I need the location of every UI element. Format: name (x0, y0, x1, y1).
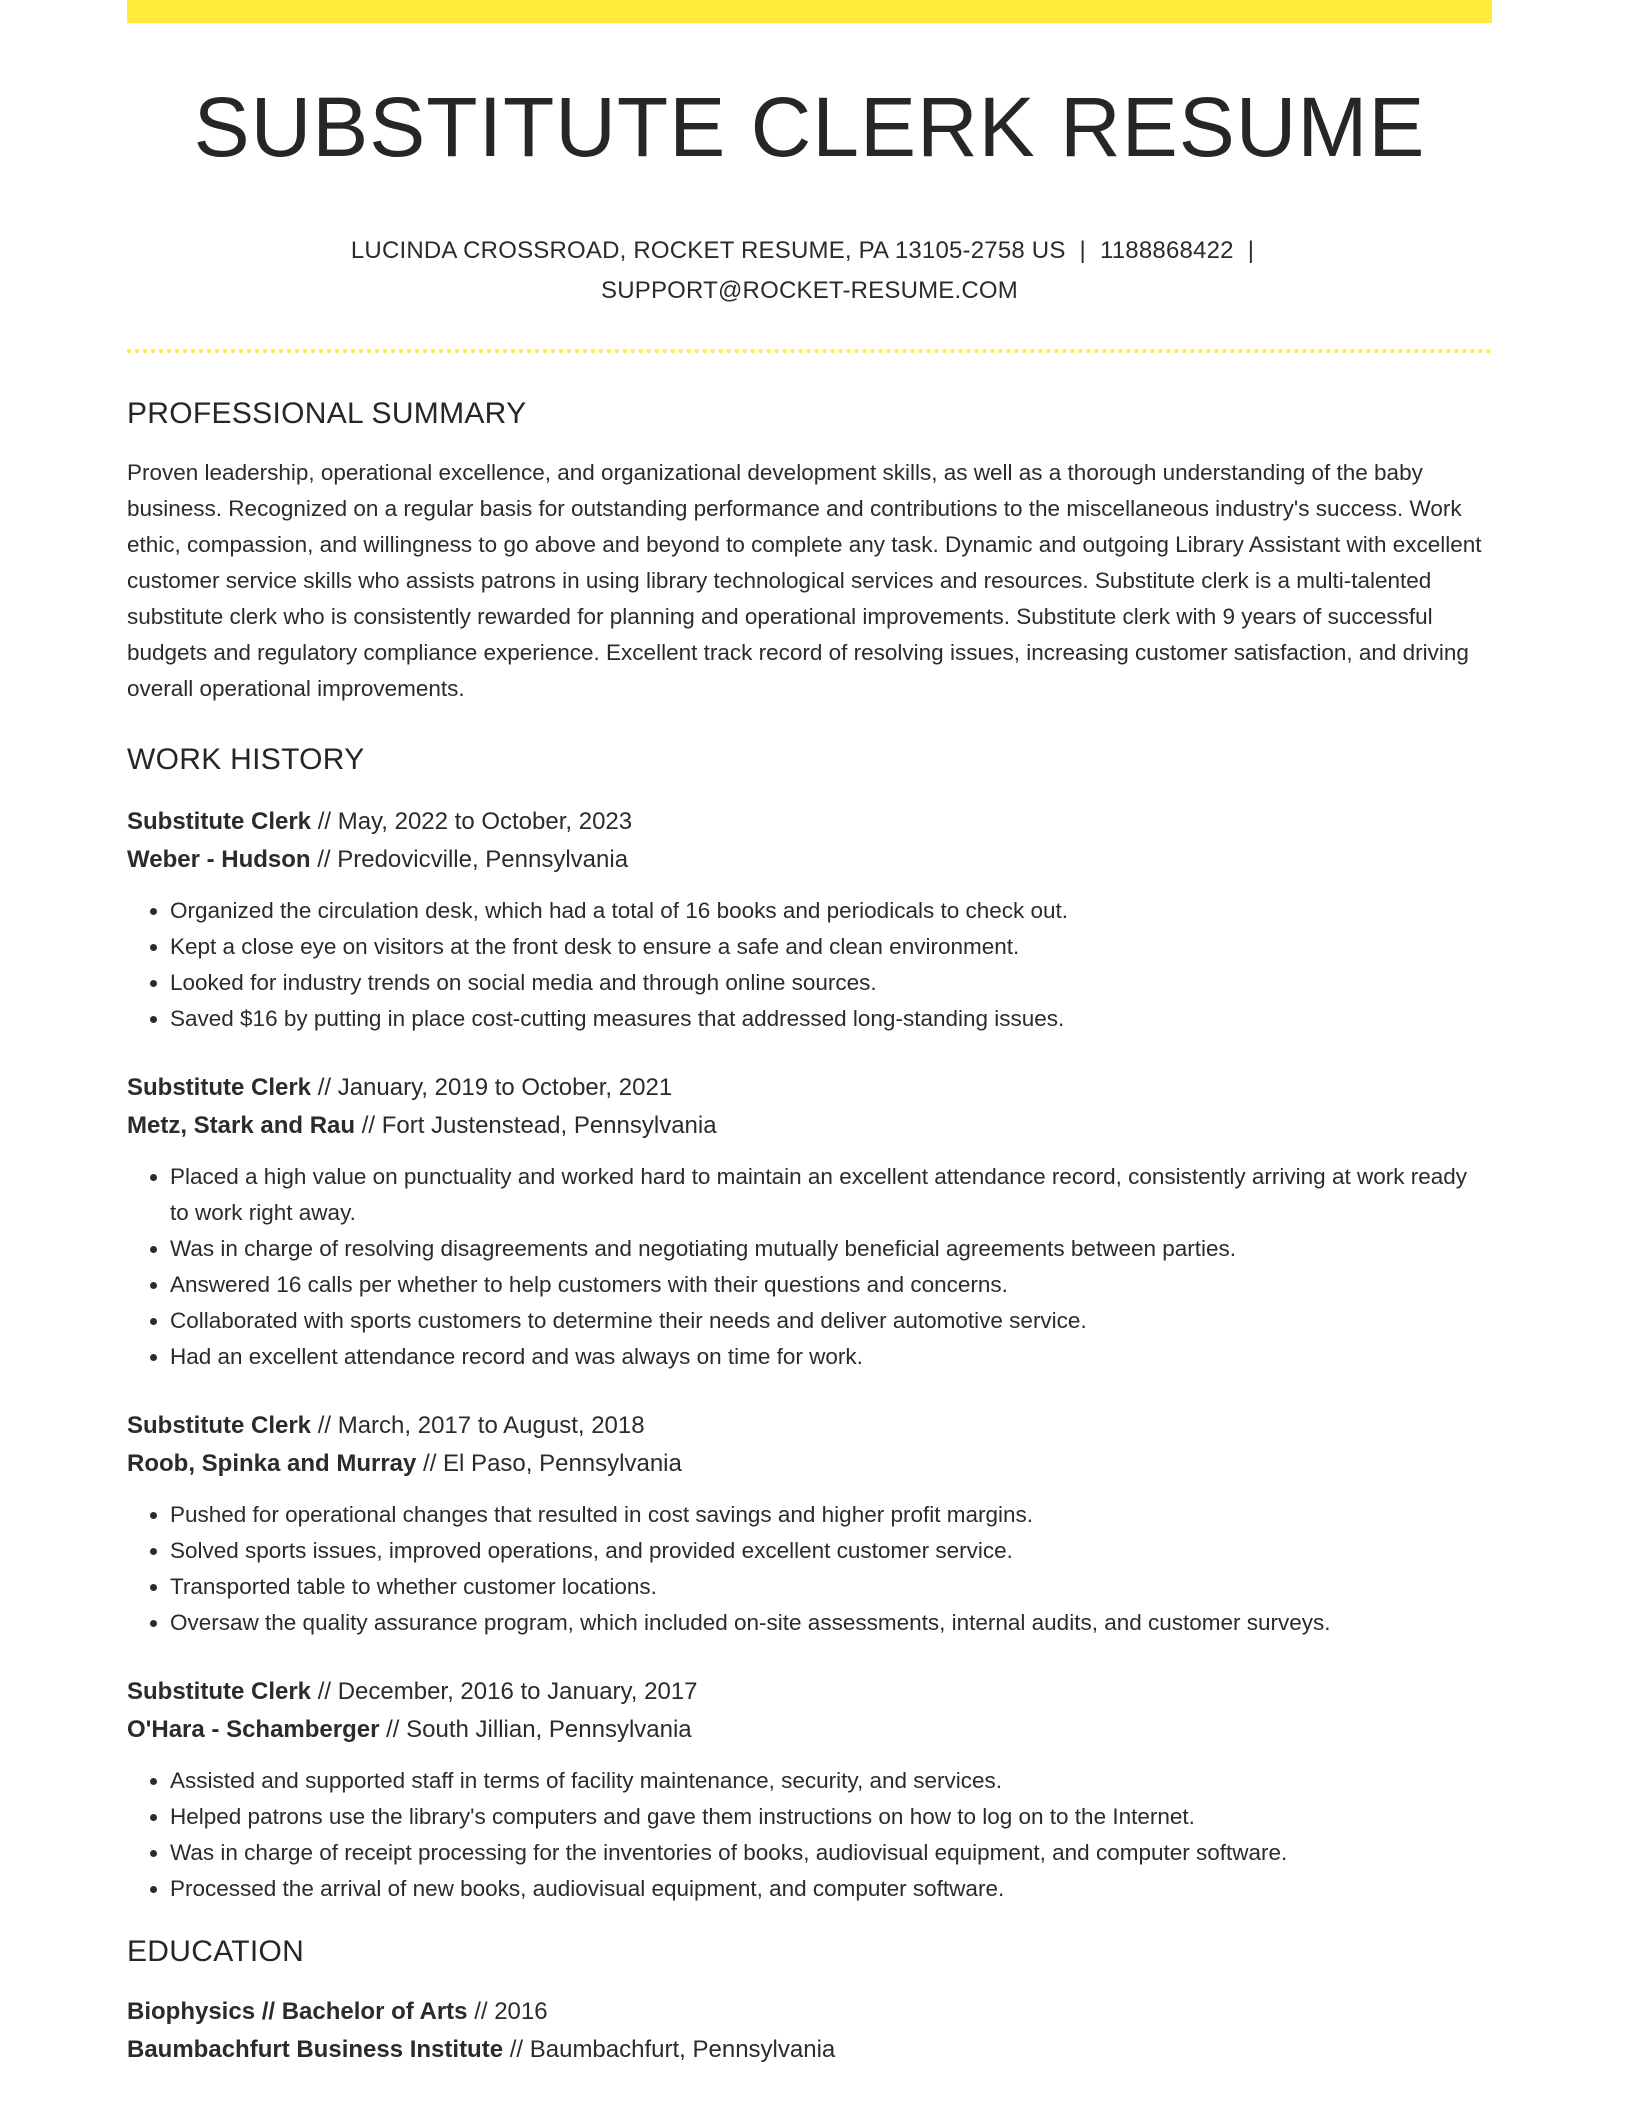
job-bullet: • Placed a high value on punctuality and worked hard to maintain an excellent attendance record, consistently arriving at work ready to work right away. (170, 1159, 1492, 1231)
job-bullet: • Oversaw the quality assurance program, which included on-site assessments, internal audits, and customer surveys. (170, 1605, 1492, 1641)
education-degree: Biophysics // Bachelor of Arts (127, 1998, 468, 2025)
summary-text: Proven leadership, operational excellence, and organizational development skills, as well as a thorough understanding of the baby business. Recognized on a regular basis for outstanding performance and contributions to the miscellaneous industry's success. Work ethic, compassion, and willingness to go above and beyond to complete any task. Dynamic and outgoing Library Assistant with excellent customer service skills who assists patrons in using library technological services and resources. Substitute clerk is a multi-talented substitute clerk who is consistently rewarded for planning and operational improvements. Substitute clerk with 9 years of successful budgets and regulatory compliance experience. Excellent track record of resolving issues, increasing customer satisfaction, and driving overall operational improvements. (127, 460, 1482, 701)
top-accent-bar (127, 0, 1492, 23)
contact-address: LUCINDA CROSSROAD, ROCKET RESUME, PA 13105-2758 US (350, 237, 1066, 264)
job-title: Substitute Clerk (127, 1678, 312, 1705)
job-bullet: • Looked for industry trends on social media and through online sources. (170, 965, 1492, 1001)
job-entry (127, 803, 1492, 1037)
job-title-line (127, 1407, 1492, 1445)
job-bullet: • Had an excellent attendance record and was always on time for work. (170, 1339, 1492, 1375)
job-company-line (127, 841, 1492, 879)
job-entry (127, 1407, 1492, 1641)
education-school: Baumbachfurt Business Institute (127, 2036, 504, 2063)
education-location: // Baumbachfurt, Pennsylvania (509, 2036, 836, 2063)
education-entry (127, 1993, 1492, 2069)
job-entry (127, 1069, 1492, 1375)
job-company: Weber - Hudson (127, 846, 311, 873)
education-year: // 2016 (474, 1998, 548, 2025)
job-title: Substitute Clerk (127, 808, 312, 835)
education-degree-line (127, 1993, 1492, 2031)
job-title: Substitute Clerk (127, 1074, 312, 1101)
job-company: Roob, Spinka and Murray (127, 1450, 417, 1477)
job-entry (127, 1673, 1492, 1907)
job-location: // El Paso, Pennsylvania (423, 1450, 682, 1477)
summary-heading: PROFESSIONAL SUMMARY (127, 397, 527, 430)
job-dates: // December, 2016 to January, 2017 (317, 1678, 698, 1705)
contact-line-2 (127, 271, 1492, 311)
job-dates: // January, 2019 to October, 2021 (317, 1074, 673, 1101)
resume-title: SUBSTITUTE CLERK RESUME (193, 80, 1426, 174)
resume-page (127, 0, 1492, 2069)
job-bullet: • Processed the arrival of new books, audiovisual equipment, and computer software. (170, 1871, 1492, 1907)
job-location: // Fort Justenstead, Pennsylvania (361, 1112, 717, 1139)
job-bullet: • Assisted and supported staff in terms of facility maintenance, security, and services. (170, 1763, 1492, 1799)
job-bullets (127, 1159, 1492, 1375)
work-history-heading: WORK HISTORY (127, 743, 365, 776)
contact-email: SUPPORT@ROCKET-RESUME.COM (601, 277, 1018, 304)
dotted-divider (127, 349, 1492, 353)
job-bullets (127, 1497, 1492, 1641)
job-bullets (127, 893, 1492, 1037)
contact-separator: | (1079, 237, 1086, 264)
job-bullet: • Helped patrons use the library's computers and gave them instructions on how to log on to the Internet. (170, 1799, 1492, 1835)
contact-phone: 1188868422 (1099, 237, 1234, 264)
job-title-line (127, 1069, 1492, 1107)
contact-separator: | (1247, 237, 1255, 264)
job-company: Metz, Stark and Rau (127, 1112, 356, 1139)
job-title-line (127, 1673, 1492, 1711)
job-bullet: • Kept a close eye on visitors at the front desk to ensure a safe and clean environment. (170, 929, 1492, 965)
job-title-line (127, 803, 1492, 841)
job-bullet: • Was in charge of receipt processing for the inventories of books, audiovisual equipment, and computer software. (170, 1835, 1492, 1871)
education-heading: EDUCATION (127, 1935, 305, 1968)
job-bullet: • Transported table to whether customer locations. (170, 1569, 1492, 1605)
job-bullet: • Collaborated with sports customers to determine their needs and deliver automotive service. (170, 1303, 1492, 1339)
job-bullet: • Solved sports issues, improved operations, and provided excellent customer service. (170, 1533, 1492, 1569)
job-location: // Predovicville, Pennsylvania (317, 846, 629, 873)
job-bullets (127, 1763, 1492, 1907)
job-location: // South Jillian, Pennsylvania (386, 1716, 692, 1743)
job-dates: // May, 2022 to October, 2023 (317, 808, 633, 835)
job-company: O'Hara - Schamberger (127, 1716, 380, 1743)
contact-line-1 (127, 231, 1492, 271)
job-bullet: • Saved $16 by putting in place cost-cutting measures that addressed long-standing issues. (170, 1001, 1492, 1037)
job-title: Substitute Clerk (127, 1412, 312, 1439)
education-school-line (127, 2031, 1492, 2069)
contact-info (127, 231, 1492, 311)
job-company-line (127, 1711, 1492, 1749)
job-company-line (127, 1107, 1492, 1145)
job-company-line (127, 1445, 1492, 1483)
job-bullet: • Pushed for operational changes that resulted in cost savings and higher profit margins. (170, 1497, 1492, 1533)
job-bullet: • Organized the circulation desk, which had a total of 16 books and periodicals to check out. (170, 893, 1492, 929)
job-bullet: • Was in charge of resolving disagreements and negotiating mutually beneficial agreements between parties. (170, 1231, 1492, 1267)
job-bullet: • Answered 16 calls per whether to help customers with their questions and concerns. (170, 1267, 1492, 1303)
job-dates: // March, 2017 to August, 2018 (317, 1412, 645, 1439)
